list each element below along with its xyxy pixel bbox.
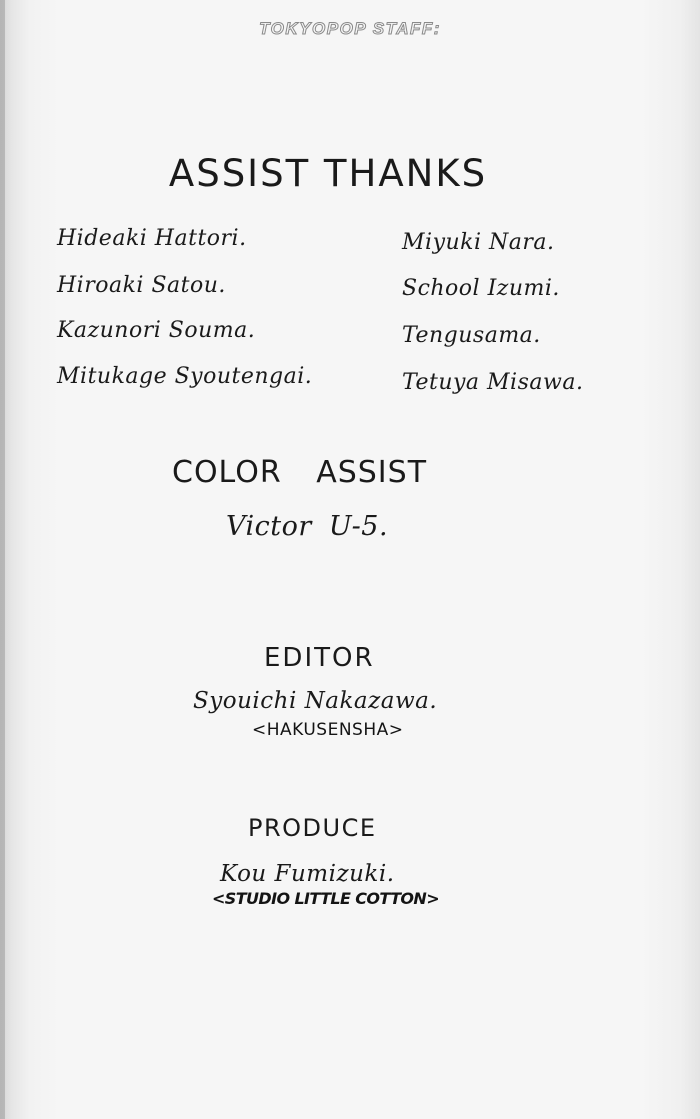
- assist-name: Hiroaki Satou.: [57, 273, 226, 298]
- assist-name: Hideaki Hattori.: [57, 226, 247, 251]
- color-assist-heading: COLOR ASSIST: [172, 455, 428, 490]
- assist-name: Miyuki Nara.: [402, 230, 555, 255]
- assist-name: School Izumi.: [402, 276, 560, 301]
- assist-name: Tengusama.: [402, 323, 541, 348]
- produce-heading: PRODUCE: [248, 814, 377, 842]
- assist-thanks-heading: ASSIST THANKS: [168, 152, 488, 195]
- page-header: TOKYOPOP STAFF:: [259, 19, 441, 38]
- assist-name: Tetuya Misawa.: [402, 370, 584, 395]
- produce-name: Kou Fumizuki.: [220, 861, 395, 887]
- produce-org: <STUDIO LITTLE COTTON>: [212, 889, 440, 908]
- editor-name: Syouichi Nakazawa.: [193, 688, 438, 714]
- color-assist-name: Victor U-5.: [226, 511, 389, 542]
- assist-name: Kazunori Souma.: [57, 318, 256, 343]
- editor-heading: EDITOR: [264, 643, 375, 673]
- editor-org: <HAKUSENSHA>: [252, 720, 404, 740]
- assist-name: Mitukage Syoutengai.: [57, 364, 313, 389]
